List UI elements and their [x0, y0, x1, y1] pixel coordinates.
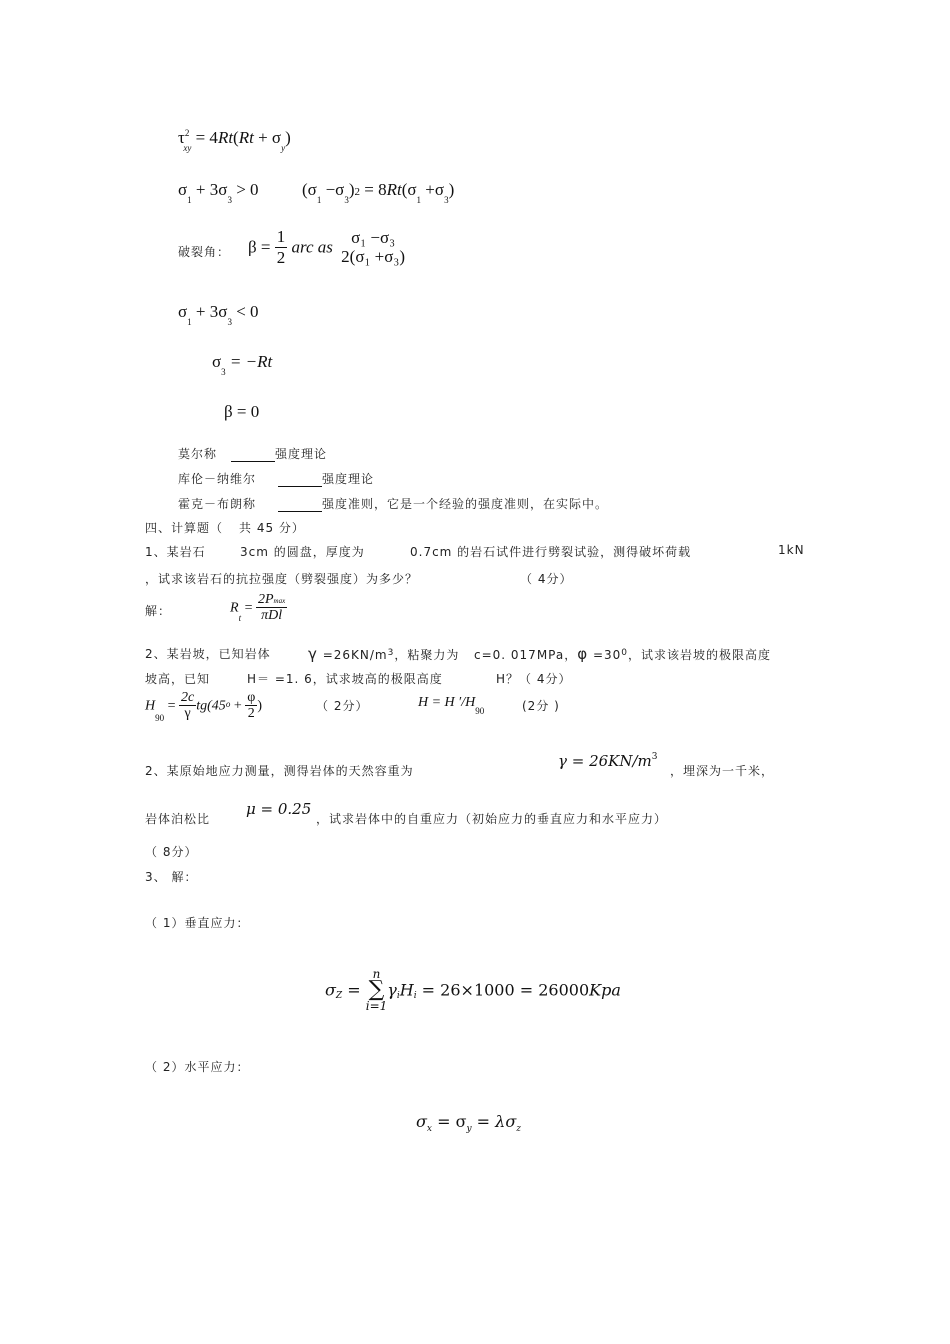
eq-term: (σ — [302, 180, 317, 199]
frac-num: 2c — [181, 690, 195, 705]
formula-vertical-stress — [325, 968, 621, 1012]
fraction — [275, 228, 288, 267]
eq-sub: xy — [183, 143, 192, 153]
q-text: γ — [308, 645, 318, 663]
eq-sub: 3 — [227, 195, 232, 205]
section-label: 四、计算题（ — [145, 521, 224, 535]
eq-sub: max — [273, 597, 286, 605]
eq-sub: 3 — [227, 317, 232, 327]
formula-tensile-strength — [230, 592, 287, 624]
fraction — [179, 690, 196, 722]
eq-sup: 3 — [651, 752, 658, 762]
eq-term: = 8 — [360, 180, 387, 199]
q-text: 2、某原始地应力测量，测得岩体的天然容重为 — [145, 764, 414, 778]
eq-sub: 3 — [344, 195, 349, 205]
q-sup: 3 — [387, 648, 395, 658]
eq-term: ) — [448, 180, 455, 199]
eq-sub: t — [238, 613, 242, 624]
solution-label: 3、 解： — [145, 870, 198, 884]
q-text: ，粘聚力为 — [394, 648, 460, 662]
q-text: 1kN — [778, 543, 805, 557]
eq-term: = −Rt — [225, 352, 273, 371]
eq-sub: i — [413, 991, 417, 1002]
eq-sub: i — [396, 991, 400, 1002]
eq-term: = λσ — [471, 1112, 517, 1131]
q-text: ，试求该岩石的抗拉强度（劈裂强度）为多少？ — [145, 572, 419, 586]
q-text: ，试求该岩坡的极限高度 — [628, 648, 772, 662]
section-title — [145, 519, 305, 536]
eq-term: H — [399, 980, 414, 1000]
q-text: 3cm 的圆盘，厚度为 — [240, 545, 365, 559]
q-text: H？（ 4分） — [496, 672, 572, 686]
solution-label: 解： — [145, 604, 172, 618]
eq-term: γ = 26KN/m — [558, 752, 652, 770]
eq-term: γ — [387, 980, 397, 1000]
frac-num: φ — [247, 690, 256, 705]
formula-gamma — [558, 752, 658, 770]
fill-text: 霍克－布朗称 — [178, 497, 257, 511]
fill-line-1 — [178, 445, 327, 462]
eq-symbol: σ — [212, 352, 222, 371]
frac-num: 1 — [276, 227, 286, 246]
solution-step: （ 2）水平应力： — [145, 1060, 250, 1074]
eq-symbol: σ — [325, 980, 336, 1000]
equation-condition-1 — [178, 180, 259, 205]
fill-text: 库伦－纳维尔 — [178, 472, 257, 486]
eq-sub: Z — [335, 991, 343, 1002]
eq-term: β = — [248, 237, 275, 257]
q-points: （ 4分） — [520, 572, 573, 586]
eq-term: + 3σ — [191, 180, 228, 199]
eq-term: ( — [233, 128, 239, 147]
eq-sub: 90 — [155, 713, 165, 724]
q1-line-a — [145, 543, 206, 560]
eq-term: + 3σ — [191, 302, 228, 321]
eq-term: < 0 — [231, 302, 259, 321]
frac-den: 2 — [276, 247, 286, 267]
frac-den: 2(σ₁ +σ₃) — [341, 247, 405, 267]
eq-term: = 26×1000 = 26000 — [416, 980, 590, 1000]
fill-text: 强度理论 — [322, 472, 375, 486]
formula-height-ratio — [418, 695, 485, 716]
eq-term: = — [164, 698, 180, 714]
eq-sub: y — [281, 143, 286, 153]
frac-den: γ — [184, 706, 191, 722]
frac-den: πDl — [261, 608, 283, 624]
q-text: 0.7cm 的岩石试件进行劈裂试验，测得破坏荷载 — [410, 545, 692, 559]
fill-blank — [231, 449, 275, 462]
eq-term: +σ — [421, 180, 445, 199]
eq-symbol: σ — [178, 180, 188, 199]
frac-num — [256, 592, 287, 608]
eq-term: Rt — [217, 128, 234, 147]
equation-beta-zero: β = 0 — [224, 402, 260, 421]
formula-limit-height — [145, 690, 262, 722]
sum-upper: n — [372, 967, 381, 981]
summation — [366, 968, 388, 1012]
sum-sign: ∑ — [368, 977, 385, 1002]
eq-term: ) — [285, 128, 291, 147]
frac-num: σ₁ −σ₃ — [351, 227, 396, 247]
q-points: （ 8分） — [145, 845, 198, 859]
eq-term: H — [145, 698, 156, 714]
eq-sup: o — [225, 699, 231, 710]
eq-sup: 2 — [354, 186, 361, 198]
q-text: 1、某岩石 — [145, 545, 206, 559]
fill-line-2 — [178, 470, 374, 487]
q-text: 2、某岩坡，已知岩体 — [145, 647, 271, 661]
eq-sub: 90 — [475, 706, 485, 716]
q-sup: 0 — [621, 648, 629, 658]
eq-term: (σ — [401, 180, 417, 199]
fill-text: 强度理论 — [275, 447, 328, 461]
eq-sub: 1 — [187, 317, 192, 327]
eq-symbol: σ — [178, 302, 188, 321]
equation-tau-xy — [178, 128, 291, 153]
eq-sup: 2 — [184, 128, 190, 138]
q-text: =26KN/m — [317, 648, 388, 662]
q-text: φ — [577, 645, 589, 663]
q-text: ，试求岩体中的自重应力（初始应力的垂直应力和水平应力） — [316, 812, 668, 826]
eq-term: H = H ′/H — [418, 695, 476, 710]
frac-den: 2 — [247, 706, 255, 722]
equation-sigma3 — [212, 352, 273, 377]
eq-sub: x — [426, 1124, 432, 1134]
formula-horizontal-stress — [416, 1112, 521, 1134]
eq-sub: z — [516, 1124, 521, 1134]
q-text: ，埋深为一千米， — [670, 764, 775, 778]
eq-symbol: σ — [416, 1112, 427, 1131]
fill-blank — [278, 474, 322, 487]
q-text: 岩体泊松比 — [145, 812, 211, 826]
eq-sub: 1 — [316, 195, 322, 205]
eq-term: Kpa — [589, 980, 621, 1000]
eq-sub: 3 — [444, 195, 449, 205]
q-text: c=0. 017MPa， — [474, 648, 578, 662]
eq-term: + σ — [253, 128, 282, 147]
fill-blank — [278, 499, 322, 512]
fill-text: 强度准则，它是一个经验的强度准则，在实际中。 — [322, 497, 609, 511]
equation-beta — [248, 228, 405, 267]
q2-line-a — [145, 645, 271, 662]
eq-symbol: τ — [178, 128, 185, 147]
eq-term: Rt — [238, 128, 254, 147]
eq-term: = σ — [432, 1112, 467, 1131]
q-points: （ 2分） — [316, 699, 369, 713]
eq-term: > 0 — [231, 180, 259, 199]
section-points: 共 45 分） — [239, 521, 305, 535]
eq-term: = 4 — [191, 128, 218, 147]
eq-term: R — [230, 600, 239, 616]
fraction — [256, 592, 287, 624]
eq-term: ) — [257, 698, 262, 714]
eq-term: = — [342, 980, 366, 1000]
eq-term: tg(45 — [196, 698, 226, 714]
q2-line-a-params — [474, 645, 771, 663]
equation-condition-2 — [178, 302, 259, 327]
q2-line-a-gamma — [308, 645, 459, 663]
q-text: =30 — [588, 648, 622, 662]
beta-label: 破裂角： — [178, 245, 231, 259]
fraction — [245, 690, 257, 722]
eq-sub: 1 — [187, 195, 192, 205]
q-points: (2分 ) — [522, 699, 560, 713]
fill-text: 莫尔称 — [178, 447, 218, 461]
eq-sub: y — [466, 1124, 472, 1134]
equation-condition-1b — [302, 180, 455, 205]
eq-term: arc as — [291, 237, 333, 257]
eq-sub: 1 — [416, 195, 422, 205]
eq-sub: 3 — [221, 367, 226, 377]
frac-num-text: 2P — [257, 592, 274, 607]
eq-term: + — [230, 698, 246, 714]
eq-term: −σ — [321, 180, 345, 199]
eq-term: Rt — [386, 180, 402, 199]
q-text: 坡高，已知 — [145, 672, 211, 686]
sum-lower: i=1 — [365, 998, 388, 1013]
eq-term: ) — [348, 180, 355, 199]
eq-term: = — [241, 600, 256, 616]
q-text: H＝ =1. 6，试求坡高的极限高度 — [247, 672, 443, 686]
formula-poisson: μ = 0.25 — [246, 800, 312, 818]
fraction — [341, 229, 405, 267]
fill-line-3 — [178, 495, 608, 512]
solution-step: （ 1）垂直应力： — [145, 916, 250, 930]
